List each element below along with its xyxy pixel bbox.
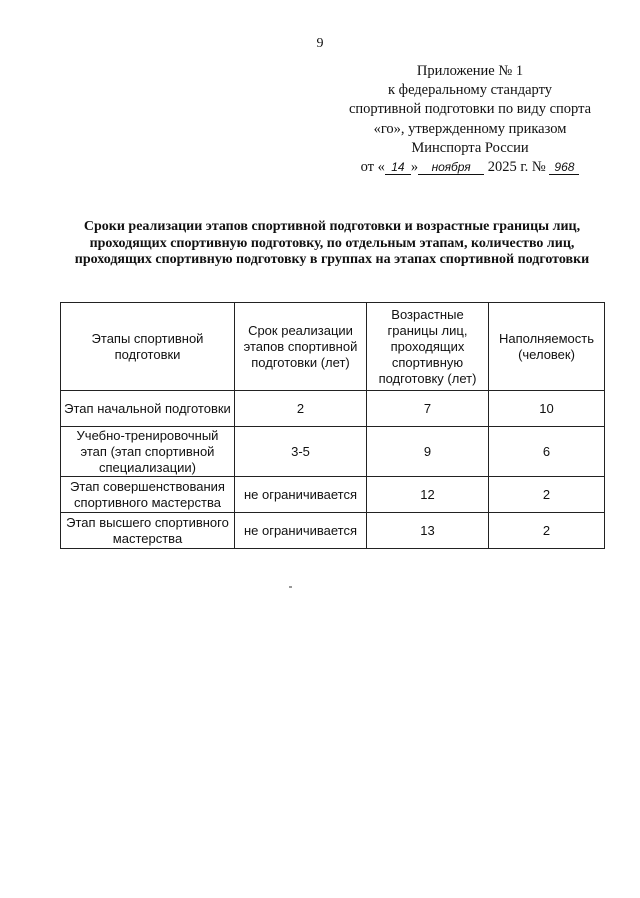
cell-duration: 2	[235, 391, 367, 427]
appendix-line-order: «го», утвержденному приказом	[373, 120, 567, 137]
date-mid: »	[410, 159, 419, 176]
appendix-date-line	[330, 158, 610, 177]
cell-group-size: 2	[489, 513, 605, 549]
cell-age: 7	[367, 391, 489, 427]
appendix-block	[330, 62, 610, 177]
cell-age: 12	[367, 477, 489, 513]
order-number: 968	[549, 161, 579, 175]
appendix-line-standard: к федеральному стандарту	[388, 82, 552, 99]
table-row	[61, 427, 605, 477]
date-day: 14	[385, 161, 411, 175]
cell-age: 9	[367, 427, 489, 477]
cell-stage: Учебно-тренировочный этап (этап спортивной специализации)	[61, 427, 235, 477]
table-row	[61, 513, 605, 549]
date-year: 2025 г. №	[487, 159, 546, 176]
table-header-row	[61, 303, 605, 391]
page-number: 9	[316, 36, 324, 51]
cell-stage: Этап начальной подготовки	[61, 391, 235, 427]
cell-duration: не ограничивается	[235, 513, 367, 549]
appendix-line-ministry: Минспорта России	[411, 139, 529, 156]
cell-stage: Этап высшего спортивного мастерства	[61, 513, 235, 549]
date-prefix: от «	[360, 159, 385, 176]
stages-table	[60, 302, 605, 549]
header-stages: Этапы спортивной подготовки	[61, 303, 235, 391]
appendix-title: Приложение № 1	[416, 63, 524, 79]
header-age-limits: Возрастные границы лиц, проходящих спортивную подготовку (лет)	[367, 303, 489, 391]
document-heading: Сроки реализации этапов спортивной подготовки и возрастные границы лиц, проходящих спортивную подготовку, по отдельным этапам, количество лиц, проходящих спортивную подготовку в группах на этапах спортивной подготовки	[74, 219, 590, 267]
table-row	[61, 391, 605, 427]
cell-duration: не ограничивается	[235, 477, 367, 513]
cell-group-size: 2	[489, 477, 605, 513]
header-duration: Срок реализации этапов спортивной подготовки (лет)	[235, 303, 367, 391]
cell-stage: Этап совершенствования спортивного мастерства	[61, 477, 235, 513]
cell-age: 13	[367, 513, 489, 549]
stages-table-container	[60, 302, 604, 549]
cell-group-size: 6	[489, 427, 605, 477]
appendix-line-sport: спортивной подготовки по виду спорта	[348, 101, 592, 118]
date-month: ноября	[418, 161, 484, 175]
table-row	[61, 477, 605, 513]
cell-group-size: 10	[489, 391, 605, 427]
scan-mark	[289, 586, 292, 588]
cell-duration: 3-5	[235, 427, 367, 477]
header-group-size: Наполняемость (человек)	[489, 303, 605, 391]
